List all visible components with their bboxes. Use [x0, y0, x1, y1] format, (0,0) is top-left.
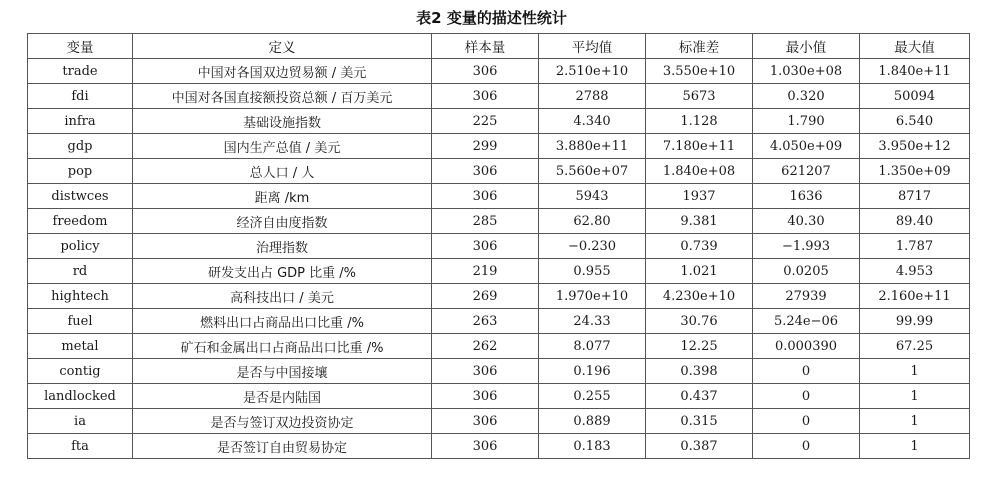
- sample-size-cell: 306: [432, 409, 539, 434]
- variable-cell: fuel: [28, 309, 133, 334]
- table-row: [28, 259, 970, 284]
- table-header-row: [28, 34, 970, 59]
- mean-cell: 1.970e+10: [539, 284, 646, 309]
- max-cell: 1.840e+11: [860, 59, 970, 84]
- min-cell: 27939: [753, 284, 860, 309]
- header-sample-size: 样本量: [432, 34, 539, 59]
- table-row: [28, 109, 970, 134]
- min-cell: 5.24e−06: [753, 309, 860, 334]
- std-dev-cell: 1.021: [646, 259, 753, 284]
- max-cell: 1.787: [860, 234, 970, 259]
- sample-size-cell: 299: [432, 134, 539, 159]
- std-dev-cell: 4.230e+10: [646, 284, 753, 309]
- table-row: [28, 184, 970, 209]
- table-row: [28, 209, 970, 234]
- mean-cell: 8.077: [539, 334, 646, 359]
- std-dev-cell: 12.25: [646, 334, 753, 359]
- variable-cell: distwces: [28, 184, 133, 209]
- variable-cell: infra: [28, 109, 133, 134]
- std-dev-cell: 30.76: [646, 309, 753, 334]
- mean-cell: 3.880e+11: [539, 134, 646, 159]
- min-cell: 0.0205: [753, 259, 860, 284]
- definition-cell: 矿石和金属出口占商品出口比重 /%: [133, 334, 432, 359]
- variable-cell: metal: [28, 334, 133, 359]
- sample-size-cell: 306: [432, 384, 539, 409]
- definition-cell: 基础设施指数: [133, 109, 432, 134]
- min-cell: 621207: [753, 159, 860, 184]
- mean-cell: 5943: [539, 184, 646, 209]
- max-cell: 4.953: [860, 259, 970, 284]
- sample-size-cell: 306: [432, 234, 539, 259]
- mean-cell: 5.560e+07: [539, 159, 646, 184]
- std-dev-cell: 0.437: [646, 384, 753, 409]
- min-cell: −1.993: [753, 234, 860, 259]
- variable-cell: hightech: [28, 284, 133, 309]
- table-row: [28, 409, 970, 434]
- max-cell: 50094: [860, 84, 970, 109]
- table-row: [28, 309, 970, 334]
- min-cell: 0.320: [753, 84, 860, 109]
- min-cell: 1.790: [753, 109, 860, 134]
- min-cell: 0.000390: [753, 334, 860, 359]
- definition-cell: 是否是内陆国: [133, 384, 432, 409]
- table-body: [28, 59, 970, 459]
- sample-size-cell: 263: [432, 309, 539, 334]
- sample-size-cell: 306: [432, 184, 539, 209]
- variable-cell: freedom: [28, 209, 133, 234]
- std-dev-cell: 7.180e+11: [646, 134, 753, 159]
- definition-cell: 中国对各国直接额投资总额 / 百万美元: [133, 84, 432, 109]
- sample-size-cell: 269: [432, 284, 539, 309]
- std-dev-cell: 1.128: [646, 109, 753, 134]
- variable-cell: trade: [28, 59, 133, 84]
- max-cell: 67.25: [860, 334, 970, 359]
- header-definition: 定义: [133, 34, 432, 59]
- definition-cell: 距离 /km: [133, 184, 432, 209]
- definition-cell: 是否签订自由贸易协定: [133, 434, 432, 459]
- mean-cell: 24.33: [539, 309, 646, 334]
- sample-size-cell: 306: [432, 59, 539, 84]
- table-row: [28, 434, 970, 459]
- sample-size-cell: 285: [432, 209, 539, 234]
- header-variable: 变量: [28, 34, 133, 59]
- sample-size-cell: 219: [432, 259, 539, 284]
- min-cell: 0: [753, 409, 860, 434]
- variable-cell: fta: [28, 434, 133, 459]
- min-cell: 40.30: [753, 209, 860, 234]
- mean-cell: 0.955: [539, 259, 646, 284]
- mean-cell: 2788: [539, 84, 646, 109]
- min-cell: 1636: [753, 184, 860, 209]
- max-cell: 8717: [860, 184, 970, 209]
- max-cell: 1.350e+09: [860, 159, 970, 184]
- variable-cell: ia: [28, 409, 133, 434]
- max-cell: 1: [860, 409, 970, 434]
- table-row: [28, 159, 970, 184]
- definition-cell: 燃料出口占商品出口比重 /%: [133, 309, 432, 334]
- std-dev-cell: 0.398: [646, 359, 753, 384]
- max-cell: 3.950e+12: [860, 134, 970, 159]
- header-mean: 平均值: [539, 34, 646, 59]
- std-dev-cell: 1937: [646, 184, 753, 209]
- definition-cell: 研发支出占 GDP 比重 /%: [133, 259, 432, 284]
- table-row: [28, 334, 970, 359]
- variable-cell: fdi: [28, 84, 133, 109]
- variable-cell: rd: [28, 259, 133, 284]
- sample-size-cell: 306: [432, 84, 539, 109]
- std-dev-cell: 9.381: [646, 209, 753, 234]
- table-row: [28, 359, 970, 384]
- variable-cell: landlocked: [28, 384, 133, 409]
- definition-cell: 经济自由度指数: [133, 209, 432, 234]
- max-cell: 89.40: [860, 209, 970, 234]
- std-dev-cell: 0.315: [646, 409, 753, 434]
- mean-cell: 4.340: [539, 109, 646, 134]
- table-row: [28, 134, 970, 159]
- sample-size-cell: 225: [432, 109, 539, 134]
- table-row: [28, 284, 970, 309]
- max-cell: 2.160e+11: [860, 284, 970, 309]
- sample-size-cell: 306: [432, 434, 539, 459]
- definition-cell: 国内生产总值 / 美元: [133, 134, 432, 159]
- definition-cell: 高科技出口 / 美元: [133, 284, 432, 309]
- std-dev-cell: 3.550e+10: [646, 59, 753, 84]
- definition-cell: 是否与签订双边投资协定: [133, 409, 432, 434]
- min-cell: 0: [753, 384, 860, 409]
- variable-cell: policy: [28, 234, 133, 259]
- variable-cell: contig: [28, 359, 133, 384]
- max-cell: 1: [860, 359, 970, 384]
- definition-cell: 是否与中国接壤: [133, 359, 432, 384]
- table-row: [28, 84, 970, 109]
- sample-size-cell: 306: [432, 159, 539, 184]
- header-std-dev: 标准差: [646, 34, 753, 59]
- min-cell: 0: [753, 434, 860, 459]
- mean-cell: 0.255: [539, 384, 646, 409]
- mean-cell: 0.183: [539, 434, 646, 459]
- max-cell: 1: [860, 384, 970, 409]
- min-cell: 0: [753, 359, 860, 384]
- std-dev-cell: 5673: [646, 84, 753, 109]
- max-cell: 1: [860, 434, 970, 459]
- sample-size-cell: 262: [432, 334, 539, 359]
- sample-size-cell: 306: [432, 359, 539, 384]
- mean-cell: 2.510e+10: [539, 59, 646, 84]
- mean-cell: −0.230: [539, 234, 646, 259]
- table-row: [28, 59, 970, 84]
- table-row: [28, 234, 970, 259]
- definition-cell: 总人口 / 人: [133, 159, 432, 184]
- definition-cell: 治理指数: [133, 234, 432, 259]
- min-cell: 1.030e+08: [753, 59, 860, 84]
- header-max: 最大值: [860, 34, 970, 59]
- header-min: 最小值: [753, 34, 860, 59]
- mean-cell: 62.80: [539, 209, 646, 234]
- min-cell: 4.050e+09: [753, 134, 860, 159]
- mean-cell: 0.196: [539, 359, 646, 384]
- std-dev-cell: 0.739: [646, 234, 753, 259]
- definition-cell: 中国对各国双边贸易额 / 美元: [133, 59, 432, 84]
- variable-cell: pop: [28, 159, 133, 184]
- table-row: [28, 384, 970, 409]
- max-cell: 6.540: [860, 109, 970, 134]
- variable-cell: gdp: [28, 134, 133, 159]
- std-dev-cell: 0.387: [646, 434, 753, 459]
- mean-cell: 0.889: [539, 409, 646, 434]
- descriptive-statistics-table: [27, 33, 970, 459]
- max-cell: 99.99: [860, 309, 970, 334]
- std-dev-cell: 1.840e+08: [646, 159, 753, 184]
- table-caption: 表2 变量的描述性统计: [416, 9, 567, 27]
